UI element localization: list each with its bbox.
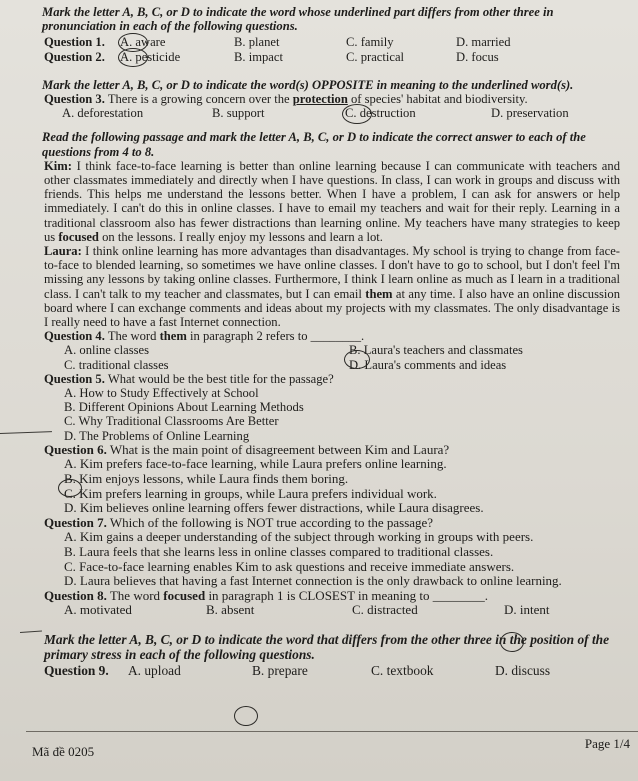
question-stem: The word [107, 329, 160, 344]
question-3 [44, 92, 620, 120]
option-c[interactable]: C. practical [346, 49, 405, 64]
option-d[interactable]: D. married [456, 35, 511, 50]
bold-word: focused [163, 587, 206, 603]
passage-paragraph-2 [44, 244, 620, 329]
option-a[interactable]: A. deforestation [62, 106, 144, 121]
question-2 [44, 50, 620, 64]
option-b[interactable]: B. prepare [252, 663, 308, 679]
option-a[interactable]: A. How to Study Effectively at School [64, 386, 259, 401]
option-d[interactable]: D. Kim believes online learning offers fewer distractions, while Laura disagrees. [64, 500, 484, 516]
question-label: Question 7. [44, 514, 107, 530]
pen-stroke [20, 630, 42, 633]
question-7 [44, 516, 620, 589]
question-label: Question 9. [44, 663, 109, 679]
footer-divider [26, 731, 638, 732]
option-c[interactable]: C. textbook [371, 663, 434, 679]
option-a[interactable]: A. aware [120, 35, 166, 50]
question-4 [44, 329, 620, 372]
option-d[interactable]: D. discuss [495, 663, 551, 679]
option-b[interactable]: B. Laura feels that she learns less in online classes compared to traditional classes. [64, 544, 494, 560]
question-1 [44, 35, 620, 49]
option-c[interactable]: C. Why Traditional Classrooms Are Better [64, 414, 279, 429]
paragraph-text: I think online learning has more advantages than disadvantages. My school is trying to change from face-to-face to blended learning, so sometimes we have online classes. I don't have to go to school, but I don't feel I'm missing any lessons by taking online classes. Furthermore, I think I learn online as much as I learn in a traditional class. I can't talk to my teacher and classmates, but I can email [44, 244, 620, 301]
page-number: Page 1/4 [584, 736, 630, 751]
option-a[interactable]: A. Kim gains a deeper understanding of the subject through working in groups with peers. [64, 529, 534, 545]
option-b[interactable]: B. planet [234, 35, 280, 50]
option-a[interactable]: A. motivated [64, 602, 132, 618]
option-b[interactable]: B. Different Opinions About Learning Methods [64, 400, 304, 415]
option-d[interactable]: D. The Problems of Online Learning [64, 428, 250, 443]
question-8 [44, 589, 620, 618]
option-d[interactable]: D. focus [456, 49, 499, 64]
underlined-word: protection [292, 92, 348, 107]
option-d[interactable]: D. preservation [491, 106, 569, 121]
speaker-name: Laura: [44, 244, 82, 259]
question-label: Question 5. [44, 371, 105, 386]
paragraph-text: on the lessons. I really enjoy my lessons and learn a lot. [98, 229, 383, 244]
option-c[interactable]: C. family [346, 35, 394, 50]
question-9 [44, 664, 620, 678]
question-label: Question 3. [44, 92, 105, 107]
instruction-pronunciation: Mark the letter A, B, C, or D to indicate the word whose underlined part differs from other three in pronunciation in each of the following questions. [42, 5, 554, 34]
instruction-opposite: Mark the letter A, B, C, or D to indicate the word(s) OPPOSITE in meaning to the underlined word(s). [42, 77, 574, 92]
option-d[interactable]: D. Laura's comments and ideas [349, 357, 507, 372]
question-stem-end: in paragraph 2 refers to ________. [186, 329, 365, 344]
option-b[interactable]: B. support [212, 106, 265, 121]
option-d[interactable]: D. intent [504, 602, 550, 618]
question-label: Question 1. [44, 35, 105, 50]
speaker-name: Kim: [44, 158, 72, 173]
option-c[interactable]: C. Face-to-face learning enables Kim to ask questions and receive immediate answers. [64, 558, 515, 574]
bold-word: them [365, 286, 393, 301]
instruction-reading: Read the following passage and mark the letter A, B, C, or D to indicate the correct answer to each of the questions from 4 to 8. [42, 130, 586, 159]
passage-paragraph-1 [44, 159, 620, 244]
question-stem-end: of species' habitat and biodiversity. [347, 92, 528, 107]
bold-word: focused [58, 229, 99, 244]
answer-mark-circle [234, 706, 258, 726]
option-c[interactable]: C. traditional classes [64, 357, 169, 372]
question-label: Question 8. [44, 587, 107, 603]
question-stem: The word [109, 587, 164, 603]
question-stem: There is a growing concern over the [107, 92, 293, 107]
option-b[interactable]: B. Laura's teachers and classmates [349, 343, 523, 358]
option-a[interactable]: A. pesticide [120, 49, 181, 64]
bold-word: them [159, 329, 187, 344]
exam-code: Mã đề 0205 [32, 744, 95, 759]
option-a[interactable]: A. online classes [64, 343, 149, 358]
question-label: Question 4. [44, 329, 105, 344]
question-stem-end: in paragraph 1 is CLOSEST in meaning to ________. [205, 587, 489, 603]
option-c[interactable]: C. distracted [352, 602, 418, 618]
option-b[interactable]: B. absent [206, 602, 255, 618]
question-6 [44, 443, 620, 516]
option-c[interactable]: C. Kim prefers learning in groups, while Laura prefers individual work. [64, 485, 437, 501]
paragraph-text: at any time. I also have an online discussion board where I can exchange comments and ideas about my projects with my classmates. The only disadvantage is I really need to have a fast Internet connection. [44, 286, 620, 330]
instruction-stress: Mark the letter A, B, C, or D to indicate the word that differs from the other three in the position of the primary stress in each of the following questions. [44, 632, 610, 663]
option-b[interactable]: B. Kim enjoys lessons, while Laura finds them boring. [64, 471, 349, 487]
question-label: Question 2. [44, 49, 105, 64]
question-stem: What is the main point of disagreement between Kim and Laura? [109, 441, 450, 457]
option-a[interactable]: A. Kim prefers face-to-face learning, while Laura prefers online learning. [64, 456, 447, 472]
paragraph-text: I think face-to-face learning is better than online learning because I can communicate with teachers and other classmates immediately and directly when I have questions. In class, I can work in groups and discuss with friends. This helps me understand the lessons better. When I have a problem, I can ask for answers or help immediately. I can't do this in online classes. I have to email my teachers and wait for their reply. Learning in a traditional classroom also has fewer distractions than learning online. My teachers have many strategies to keep us [44, 158, 620, 244]
option-b[interactable]: B. impact [234, 49, 283, 64]
question-stem: Which of the following is NOT true according to the passage? [109, 514, 434, 530]
question-stem: What would be the best title for the passage? [107, 371, 334, 386]
option-c[interactable]: C. destruction [345, 106, 416, 121]
option-d[interactable]: D. Laura believes that having a fast Internet connection is the only drawback to online learning. [64, 573, 562, 589]
option-a[interactable]: A. upload [128, 663, 181, 679]
question-5 [44, 372, 620, 443]
question-label: Question 6. [44, 441, 107, 457]
